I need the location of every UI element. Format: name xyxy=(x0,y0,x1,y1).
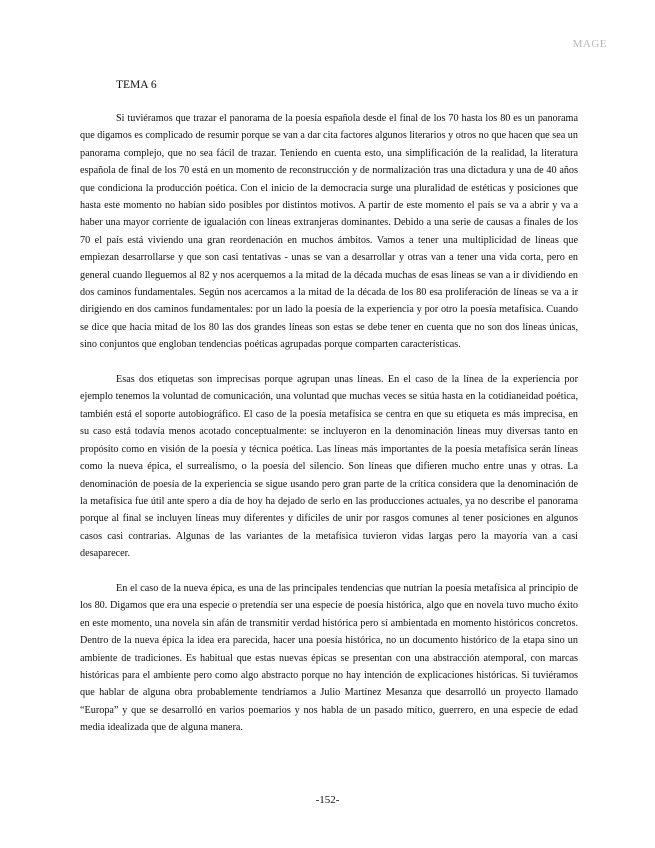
paragraph-3: En el caso de la nueva épica, es una de las principales tendencias que nutrían la poesía metafísica al principio de los 80. Digamos que era una especie o pretendía ser una especie de poesía histórica, algo que en novela tuvo mucho éxito en este momento, una novela sin afán de transmitir verdad histórica pero sí ambientada en momento históricos concretos. Dentro de la nueva épica la idea era parecida, hacer una poesía histórica, no un documento histórico de la etapa sino un ambiente de tradiciones. Es habitual que estas nuevas épicas se presentan con una abstracción atemporal, con marcas históricas para el ambiente pero como algo abstracto porque no hay intención de explicaciones históricas. Si tuviéramos que hablar de alguna obra probablemente tendríamos a Julio Martínez Mesanza que desarrolló un proyecto llamado “Europa” y que se desarrolló en varios poemarios y nos habla de un pasado mítico, guerrero, en una especie de edad media idealizada que de alguna manera. xyxy=(80,582,578,734)
section-title: TEMA 6 xyxy=(116,79,157,91)
body-text xyxy=(80,110,578,754)
paragraph-2: Esas dos etiquetas son imprecisas porque agrupan unas líneas. En el caso de la línea de la experiencia por ejemplo tenemos la voluntad de comunicación, una voluntad que muchas veces se sitúa hasta en la cotidianeidad poética, también está el soporte autobiográfico. El caso de la poesía metafísica se centra en que su etiqueta es más imprecisa, en su caso está todavía menos acotado conceptualmente: se incluyeron en la denominación líneas muy diversas tanto en propósito como en visión de la poesía y técnica poética. Las líneas más importantes de la poesía metafísica serán líneas como la nueva épica, el surrealismo, o la poesía del silencio. Son líneas que difieren mucho entre unas y otras. La denominación de poesía de la experiencia se sigue usando pero gran parte de la crítica considera que la denominación de la metafísica fue útil ante spero a día de hoy ha dejado de serlo en las producciones actuales, ya no describe el panorama porque al final se incluyen líneas muy diferentes y difíciles de unir por rasgos comunes al tener posiciones en algunos casos casi contrarias. Algunas de las variantes de la metafísica tuvieron vidas largas pero la mayoría van a casi desaparecer. xyxy=(80,374,578,560)
page-number: -152- xyxy=(315,794,340,806)
paragraph-1: Si tuviéramos que trazar el panorama de la poesía española desde el final de los 70 hasta los 80 es un panorama que digamos es complicado de resumir porque se van a dar cita factores algunos literarios y otros no que hacen que sea un panorama complejo, que no sea fácil de trazar. Teniendo en cuenta esto, una simplificación de la realidad, la literatura española de final de los 70 está en un momento de reconstrucción y de normalización tras una dictadura y una de 40 años que condiciona la producción poética. Con el inicio de la democracia surge una pluralidad de estéticas y posiciones que hasta este momento no habían sido posibles por distintos motivos. A partir de este momento el país se va a abrir y va a haber una mayor corriente de igualación con líneas extranjeras dominantes. Debido a una serie de causas a finales de los 70 el país está viviendo una gran reordenación en muchos ámbitos. Vamos a tener una multiplicidad de líneas que empiezan desarrollarse y que son casi tentativas - unas se van a desarrollar y otras van a tener una vida corta, pero en general cuando lleguemos al 82 y nos acerquemos a la mitad de la década muchas de esas líneas se van a ir dividiendo en dos caminos fundamentales. Según nos acercamos a la mitad de la década de los 80 esa proliferación de líneas se va a ir dirigiendo en dos caminos fundamentales: por un lado la poesía de la experiencia y por otro la poesía metafísica. Cuando se dice que hacia mitad de los 80 las dos grandes líneas son estas se debe tener en cuenta que no son dos líneas únicas, sino conjuntos que engloban tendencias poéticas agrupadas porque comparten características. xyxy=(80,113,578,351)
header-watermark: MAGE xyxy=(572,38,607,50)
